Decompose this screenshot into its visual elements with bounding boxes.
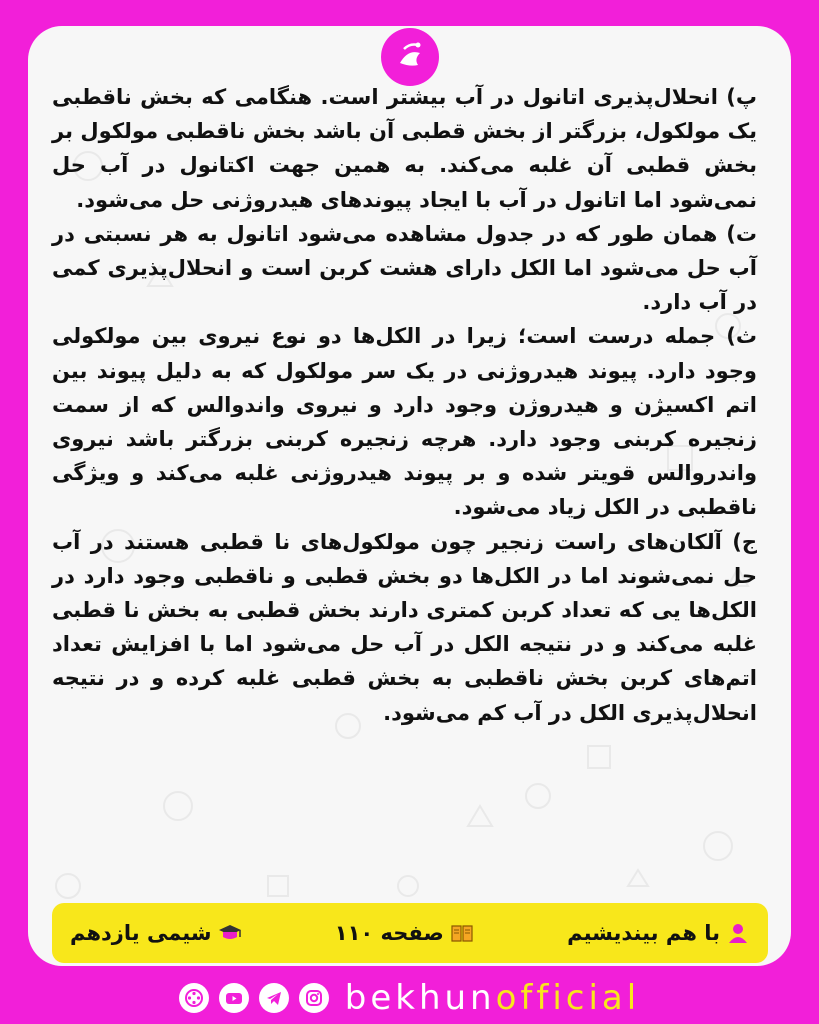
- paragraph-j: ج) آلکان‌های راست زنجیر چون مولکول‌های نا قطبی هستند در آب حل نمی‌شوند اما در الکل‌ها دو بخش قطبی و ناقطبی وجود دارد در الکل‌ها یی که تعداد کربن کمتری دارند بخش قطبی به بخش نا قطبی غلبه می‌کند و در نتیجه الکل در آب حل می‌شود اما با افزایش تعداد اتم‌های کربن بخش ناقطبی به بخش قطبی غلبه کرده و در نتیجه انحلال‌پذیری الکل در آب کم می‌شود.: [52, 529, 757, 725]
- telegram-icon[interactable]: [259, 983, 289, 1013]
- answer-text: [52, 80, 757, 730]
- film-reel-icon[interactable]: [179, 983, 209, 1013]
- graduation-cap-icon: [218, 921, 242, 945]
- section-item: [567, 921, 750, 945]
- brand-part-1: bekhun: [344, 978, 496, 1018]
- content-card: [28, 26, 791, 966]
- youtube-icon[interactable]: [219, 983, 249, 1013]
- book-label: شیمی یازدهم: [70, 921, 212, 945]
- instagram-icon[interactable]: [299, 983, 329, 1013]
- brand-name: [345, 978, 640, 1018]
- logo-glyph-icon: [390, 37, 430, 77]
- book-item: [70, 921, 242, 945]
- bekhun-logo: [381, 28, 439, 86]
- footer-info-bar: [52, 903, 768, 963]
- page-label: صفحه ۱۱۰: [334, 921, 444, 945]
- paragraph-t: ت) همان طور که در جدول مشاهده می‌شود اتانول به هر نسبتی در آب حل می‌شود اما الکل دارای هشت کربن است و انحلال‌پذیری کمی در آب دارد.: [52, 221, 757, 315]
- brand-part-2: official: [495, 978, 641, 1018]
- book-icon: [450, 921, 474, 945]
- section-label: با هم بیندیشیم: [567, 921, 720, 945]
- paragraph-th: ث) جمله درست است؛ زیرا در الکل‌ها دو نوع نیروی بین مولکولی وجود دارد. پیوند هیدروژنی در یک سر مولکول که به دلیل پیوند بین اتم اکسیژن و هیدروژن وجود دارد و نیروی واندوالس که از سمت زنجیره کربنی وجود دارد. هرچه زنجیره کربنی بزرگتر باشد نیروی واندروالس قویتر شده و بر پیوند هیدروژنی غلبه می‌کند و ویژگی ناقطبی در الکل زیاد می‌شود.: [52, 324, 757, 520]
- social-bar: [0, 972, 819, 1024]
- page-item: [335, 921, 474, 945]
- paragraph-p: پ) انحلال‌پذیری اتانول در آب بیشتر است. هنگامی که بخش ناقطبی یک مولکول، بزرگتر از بخش قطبی آن باشد بخش ناقطبی مولکول بر بخش قطبی آن غلبه می‌کند. به همین جهت اکتانول در آب حل نمی‌شود اما اتانول در آب با ایجاد پیوندهای هیدروژنی حل می‌شود.: [52, 85, 757, 212]
- person-icon: [726, 921, 750, 945]
